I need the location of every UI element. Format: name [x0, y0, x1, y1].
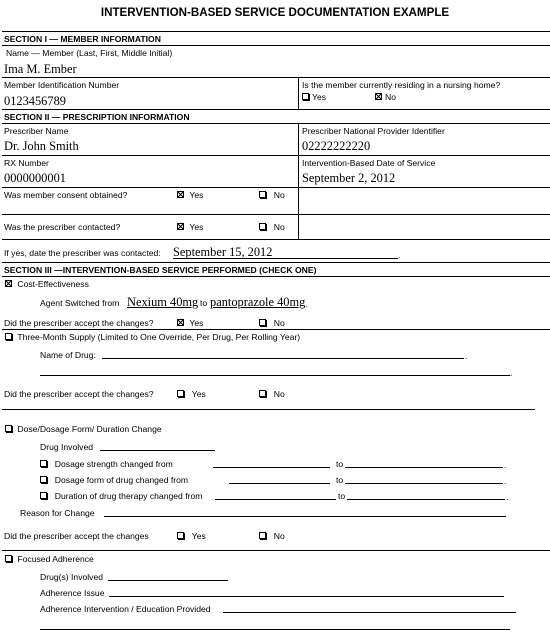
focused-adherence-label: Focused Adherence [17, 554, 94, 564]
strength-from-field[interactable] [213, 467, 330, 468]
consent-yes-checkbox[interactable] [177, 191, 184, 198]
contacted-yes-checkbox[interactable] [177, 223, 184, 230]
section-1-heading: SECTION I — MEMBER INFORMATION [4, 34, 161, 44]
adherence-intervention-field[interactable] [223, 612, 516, 613]
nursing-yes-checkbox[interactable] [302, 93, 309, 100]
nursing-home-no[interactable] [375, 92, 396, 102]
supply-drug-period: . [465, 351, 468, 361]
cost-effectiveness-option[interactable] [5, 279, 89, 289]
supply-accept-no-checkbox[interactable] [259, 390, 266, 397]
adherence-issue-label: Adherence Issue [40, 588, 105, 598]
cost-accept-no[interactable] [259, 318, 285, 328]
dose-accept-yes[interactable] [177, 531, 206, 541]
form-change-checkbox[interactable] [40, 476, 47, 483]
member-id-label: Member Identification Number [4, 80, 120, 90]
contacted-no[interactable] [259, 222, 285, 232]
duration-to-word: to [338, 491, 346, 501]
consent-yes-label: Yes [189, 190, 204, 200]
form-period: . [504, 476, 507, 486]
document-title: INTERVENTION-BASED SERVICE DOCUMENTATION EXAMPLE [100, 6, 450, 19]
supply-accept-yes-checkbox[interactable] [177, 390, 184, 397]
strength-to-word: to [336, 459, 344, 469]
strength-to-field[interactable] [345, 467, 503, 468]
npi-label: Prescriber National Provider Identifier [302, 126, 445, 136]
cost-accept-no-label: No [273, 318, 285, 328]
three-month-supply-checkbox[interactable] [5, 333, 12, 340]
strength-change-checkbox[interactable] [40, 460, 47, 467]
contacted-yes-label: Yes [189, 222, 204, 232]
agent-to-word: to [200, 298, 208, 308]
reason-change-field[interactable] [104, 516, 506, 517]
supply-accept-no-label: No [273, 389, 285, 399]
cost-accept-question: Did the prescriber accept the changes? [4, 318, 154, 328]
strength-period: . [504, 460, 507, 470]
dose-change-option[interactable] [5, 424, 162, 434]
nursing-home-label: Is the member currently residing in a nursing home? [302, 80, 501, 90]
agent-to-field[interactable]: pantoprazole 40mg [210, 295, 306, 309]
duration-change-label: Duration of drug therapy changed from [54, 491, 203, 501]
form-from-field[interactable] [229, 483, 330, 484]
contacted-question: Was the prescriber contacted? [4, 222, 121, 232]
member-name-label: Name — Member (Last, First, Middle Initial) [6, 48, 173, 58]
supply-accept-question: Did the prescriber accept the changes? [4, 389, 154, 399]
adherence-intervention-label: Adherence Intervention / Education Provided [40, 604, 211, 614]
contact-date-period: . [398, 250, 401, 260]
cost-effectiveness-checkbox[interactable] [5, 280, 12, 287]
reason-change-label: Reason for Change [20, 508, 95, 518]
cost-effectiveness-label: Cost-Effectiveness [17, 279, 89, 289]
contacted-no-checkbox[interactable] [259, 223, 266, 230]
duration-change-checkbox[interactable] [40, 492, 47, 499]
npi-field[interactable]: 02222222220 [302, 139, 371, 153]
section-3-heading: SECTION III —INTERVENTION-BASED SERVICE PERFORMED (CHECK ONE) [4, 265, 317, 275]
adherence-issue-field[interactable] [109, 596, 504, 597]
duration-change-option[interactable] [40, 491, 202, 501]
contacted-no-label: No [273, 222, 285, 232]
contact-date-label: If yes, date the prescriber was contacted: [4, 248, 161, 258]
dose-accept-no-checkbox[interactable] [259, 532, 266, 539]
prescriber-name-field[interactable]: Dr. John Smith [4, 139, 79, 153]
agent-switched-prefix: Agent Switched from [40, 298, 120, 308]
cost-accept-yes[interactable] [177, 318, 203, 328]
dose-accept-no-label: No [273, 531, 285, 541]
consent-no[interactable] [259, 190, 285, 200]
rx-number-field[interactable]: 0000000001 [4, 171, 66, 185]
form-to-field[interactable] [345, 483, 503, 484]
prescriber-name-label: Prescriber Name [4, 126, 69, 136]
nursing-no-label: No [385, 92, 396, 102]
dose-drug-field[interactable] [100, 450, 215, 451]
dose-change-checkbox[interactable] [5, 425, 12, 432]
cost-accept-no-checkbox[interactable] [259, 319, 266, 326]
contact-date-field[interactable]: September 15, 2012 [173, 245, 273, 259]
three-month-supply-label: Three-Month Supply (Limited to One Override, Per Drug, Per Rolling Year) [17, 332, 301, 342]
focused-adherence-option[interactable] [5, 554, 94, 564]
contacted-yes[interactable] [177, 222, 203, 232]
consent-no-checkbox[interactable] [259, 191, 266, 198]
duration-from-field[interactable] [215, 499, 336, 500]
service-date-label: Intervention-Based Date of Service [302, 158, 436, 168]
form-change-option[interactable] [40, 475, 188, 485]
supply-drug-period-2: . [510, 368, 513, 378]
strength-change-option[interactable] [40, 459, 173, 469]
supply-accept-yes[interactable] [177, 389, 206, 399]
section-2-heading: SECTION II — PRESCRIPTION INFORMATION [4, 112, 190, 122]
three-month-supply-option[interactable] [5, 332, 300, 342]
dose-drug-label: Drug Involved [40, 442, 94, 452]
supply-accept-no[interactable] [259, 389, 285, 399]
rx-number-label: RX Number [4, 158, 49, 168]
consent-question: Was member consent obtained? [4, 190, 128, 200]
dose-change-label: Dose/Dosage Form/ Duration Change [17, 424, 162, 434]
agent-from-field[interactable]: Nexium 40mg [127, 295, 199, 309]
duration-period: . [506, 492, 509, 502]
adherence-drugs-field[interactable] [108, 580, 228, 581]
cost-accept-yes-label: Yes [189, 318, 204, 328]
supply-drug-field[interactable] [102, 358, 464, 359]
supply-drug-label: Name of Drug: [40, 350, 96, 360]
consent-no-label: No [273, 190, 285, 200]
supply-drug-field-line2[interactable] [40, 375, 510, 376]
consent-yes[interactable] [177, 190, 203, 200]
dose-accept-question: Did the prescriber accept the changes [4, 531, 149, 541]
focused-adherence-checkbox[interactable] [5, 555, 12, 562]
cost-accept-yes-checkbox[interactable] [177, 319, 184, 326]
member-name-field[interactable]: Ima M. Ember [4, 62, 77, 76]
nursing-yes-label: Yes [312, 92, 327, 102]
form-to-word: to [336, 475, 344, 485]
service-date-field[interactable]: September 2, 2012 [302, 171, 396, 185]
dose-accept-yes-label: Yes [191, 531, 206, 541]
supply-accept-yes-label: Yes [191, 389, 206, 399]
strength-change-label: Dosage strength changed from [54, 459, 173, 469]
form-change-label: Dosage form of drug changed from [54, 475, 189, 485]
adherence-intervention-field-line2[interactable] [40, 629, 510, 630]
adherence-drugs-label: Drug(s) Involved [40, 572, 104, 582]
member-id-field[interactable]: 0123456789 [4, 94, 66, 108]
dose-accept-yes-checkbox[interactable] [177, 532, 184, 539]
duration-to-field[interactable] [347, 499, 505, 500]
dose-accept-no[interactable] [259, 531, 285, 541]
nursing-no-checkbox[interactable] [375, 93, 382, 100]
nursing-home-yes[interactable] [302, 92, 326, 102]
agent-period: . [305, 299, 308, 309]
